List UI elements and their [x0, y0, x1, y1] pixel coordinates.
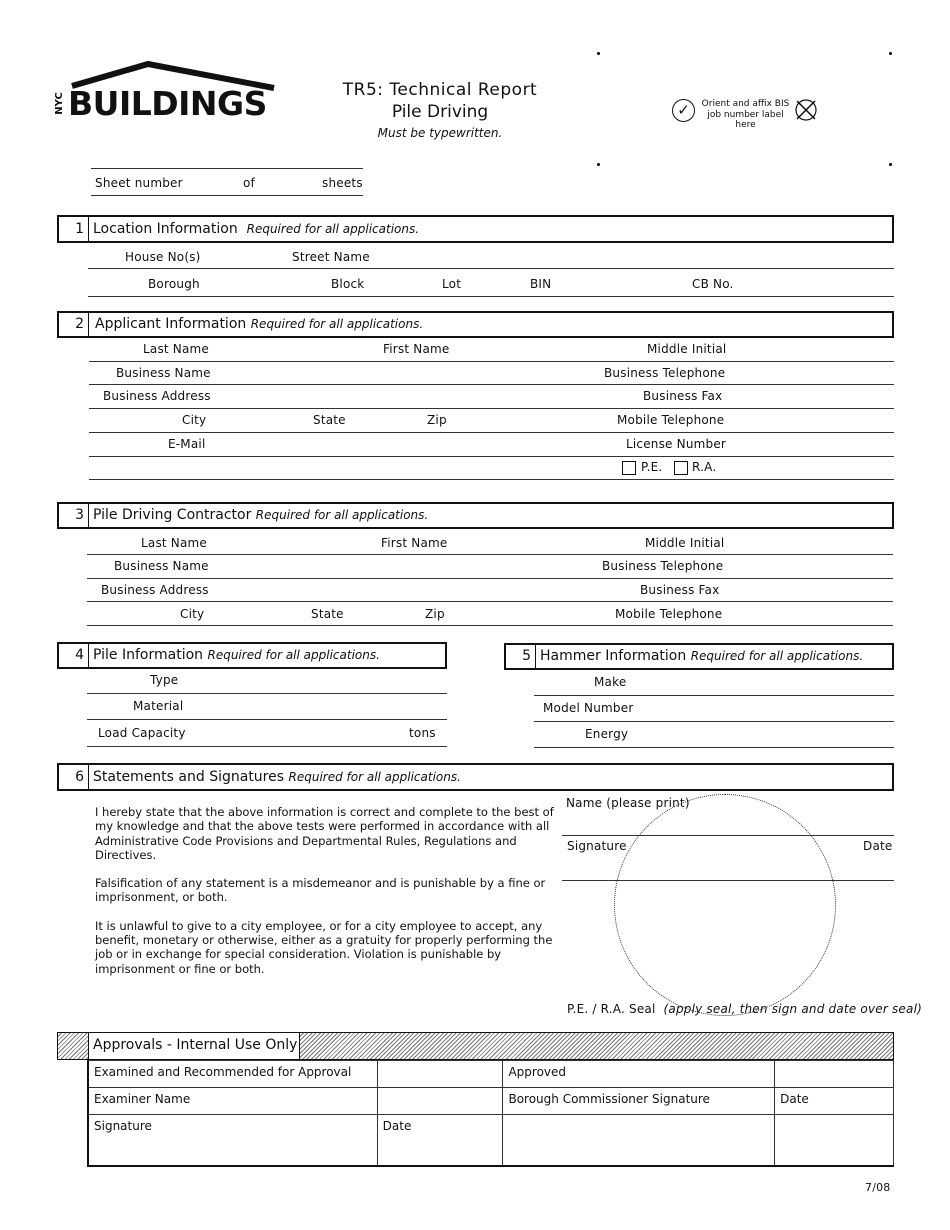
pile-material-field[interactable]: [87, 719, 447, 720]
pile-material-label: Material: [133, 699, 184, 713]
contractor-last-name-label: Last Name: [141, 536, 208, 550]
ra-label: R.A.: [692, 460, 717, 474]
section-6-number: 6: [59, 765, 89, 789]
sheet-number-label: Sheet number: [95, 176, 183, 190]
approved-cell[interactable]: [503, 1061, 775, 1088]
section-6-required: Required for all applications.: [288, 770, 461, 784]
ra-checkbox[interactable]: [674, 460, 688, 475]
section-4-header: [57, 642, 447, 669]
applicant-state-label: State: [313, 413, 346, 427]
borough-commissioner-signature-label: Borough Commissioner Signature: [508, 1092, 710, 1106]
cb-number-label: CB No.: [692, 277, 734, 291]
section-6-header: [57, 763, 894, 791]
logo-buildings-text: BUILDINGS: [68, 84, 267, 123]
approvals-left-thick-border: [87, 1060, 89, 1167]
section-5-title: Hammer Information Required for all applications.: [540, 648, 864, 664]
lot-label: Lot: [442, 277, 462, 291]
borough-label: Borough: [148, 277, 200, 291]
applicant-row-1-field[interactable]: [89, 361, 894, 362]
contractor-business-fax-label: Business Fax: [640, 583, 720, 597]
applicant-row-6-field[interactable]: [89, 479, 894, 480]
seal-label: P.E. / R.A. Seal (apply seal, then sign and date over seal): [567, 1002, 922, 1016]
hammer-model-number-field[interactable]: [534, 721, 894, 722]
applicant-business-fax-label: Business Fax: [643, 389, 723, 403]
pile-type-field[interactable]: [87, 693, 447, 694]
approvals-title-box: [88, 1033, 300, 1059]
examiner-date-label: Date: [382, 1119, 412, 1133]
signature-label: Signature: [567, 839, 627, 853]
contractor-city-label: City: [180, 607, 205, 621]
statements-text: [95, 805, 557, 990]
examiner-name-label: Examiner Name: [94, 1092, 191, 1106]
section-2-title: Applicant Information Required for all applications.: [95, 316, 424, 332]
location-row-2-field[interactable]: [88, 296, 894, 297]
applicant-last-name-label: Last Name: [143, 342, 210, 356]
signature-date-label: Date: [863, 839, 893, 853]
commissioner-date-label: Date: [780, 1092, 809, 1106]
applicant-row-3-field[interactable]: [89, 408, 894, 409]
section-1-required: Required for all applications.: [246, 222, 420, 236]
contractor-row-4-field[interactable]: [87, 625, 893, 626]
applicant-business-address-label: Business Address: [103, 389, 211, 403]
examiner-signature-label: Signature: [94, 1119, 152, 1133]
applicant-row-5-field[interactable]: [89, 456, 894, 457]
examiner-signature-cell[interactable]: [89, 1115, 378, 1167]
commissioner-date-cell[interactable]: [775, 1088, 894, 1115]
section-1-title: Location Information Required for all applications.: [93, 221, 420, 237]
load-capacity-tons-label: tons: [409, 726, 436, 740]
contractor-middle-initial-label: Middle Initial: [645, 536, 725, 550]
contractor-business-name-label: Business Name: [114, 559, 209, 573]
statement-falsification: Falsification of any statement is a misdemeanor and is punishable by a fine or imprisonment, or both.: [95, 876, 546, 905]
job-label-note-line2: job number label here: [707, 110, 784, 130]
section-5-required: Required for all applications.: [690, 649, 864, 663]
form-title-line1: TR5: Technical Report: [342, 80, 538, 100]
section-4-required: Required for all applications.: [207, 648, 380, 662]
section-5-number: 5: [506, 645, 536, 668]
section-3-title: Pile Driving Contractor Required for all applications.: [93, 507, 429, 523]
hammer-energy-label: Energy: [585, 727, 629, 741]
borough-commissioner-signature-cell[interactable]: [503, 1088, 775, 1115]
block-label: Block: [331, 277, 365, 291]
crossed-circle-icon: [794, 98, 818, 122]
location-row-1-field[interactable]: [88, 268, 894, 269]
section-1-number: 1: [59, 217, 89, 241]
corner-mark-top-left: [597, 52, 600, 55]
hammer-energy-field[interactable]: [534, 747, 894, 748]
section-5-header: [504, 643, 894, 670]
approvals-title: Approvals - Internal Use Only: [93, 1037, 298, 1053]
load-capacity-field[interactable]: [87, 746, 447, 747]
approved-label: Approved: [508, 1065, 567, 1079]
applicant-mobile-telephone-label: Mobile Telephone: [617, 413, 725, 427]
examiner-date-cell[interactable]: [377, 1115, 503, 1167]
section-4-number: 4: [59, 644, 89, 667]
nyc-buildings-logo: [53, 60, 281, 123]
commissioner-date-value[interactable]: [775, 1115, 894, 1167]
sheet-number-field[interactable]: [91, 195, 363, 196]
contractor-row-1-field[interactable]: [87, 554, 893, 555]
applicant-license-number-label: License Number: [626, 437, 727, 451]
approvals-table: [88, 1060, 894, 1167]
seal-area-circle[interactable]: [614, 794, 836, 1016]
print-name-label: Name (please print): [566, 796, 690, 810]
form-version: 7/08: [865, 1181, 891, 1194]
pe-label: P.E.: [641, 460, 663, 474]
section-4-title: Pile Information Required for all applications.: [93, 647, 380, 663]
hammer-make-field[interactable]: [534, 695, 894, 696]
examiner-name-value[interactable]: [377, 1088, 503, 1115]
applicant-email-label: E-Mail: [168, 437, 206, 451]
job-label-note-line1: Orient and affix BIS: [701, 99, 790, 109]
bin-label: BIN: [530, 277, 552, 291]
contractor-mobile-telephone-label: Mobile Telephone: [615, 607, 723, 621]
section-1-header: [57, 215, 894, 243]
contractor-row-3-field[interactable]: [87, 601, 893, 602]
approvals-bottom-thick-border: [87, 1165, 894, 1167]
check-circle-icon: ✓: [672, 99, 695, 122]
applicant-row-2-field[interactable]: [89, 384, 894, 385]
form-subtitle: Must be typewritten.: [377, 126, 503, 140]
form-title-line2: Pile Driving: [391, 102, 489, 122]
section-6-title: Statements and Signatures Required for all applications.: [93, 769, 461, 785]
examined-recommended-cell[interactable]: [89, 1061, 378, 1088]
sheet-of-label: of: [243, 176, 255, 190]
examiner-name-cell[interactable]: [89, 1088, 378, 1115]
pile-type-label: Type: [150, 673, 179, 687]
approved-value[interactable]: [775, 1061, 894, 1088]
section-2-header: [57, 311, 894, 338]
contractor-row-2-field[interactable]: [87, 578, 893, 579]
contractor-zip-label: Zip: [425, 607, 445, 621]
pe-checkbox[interactable]: [622, 460, 636, 475]
corner-mark-bottom-right: [889, 163, 892, 166]
hammer-make-label: Make: [594, 675, 627, 689]
section-3-header: [57, 502, 894, 529]
section-3-number: 3: [59, 504, 89, 527]
sheet-sheets-label: sheets: [322, 176, 363, 190]
contractor-first-name-label: First Name: [381, 536, 448, 550]
applicant-row-4-field[interactable]: [89, 432, 894, 433]
statement-gratuity: It is unlawful to give to a city employee, or for a city employee to accept, any benefit, monetary or otherwise, either as a gratuity for properly performing the job or in exchange for special consideration. Violation is punishable by imprisonment or fine or both.: [95, 918, 553, 976]
logo-nyc-text: NYC: [53, 92, 65, 115]
seal-instruction: (apply seal, then sign and date over seal): [663, 1002, 922, 1016]
contractor-state-label: State: [311, 607, 344, 621]
applicant-first-name-label: First Name: [383, 342, 450, 356]
examined-recommended-value[interactable]: [377, 1061, 503, 1088]
load-capacity-label: Load Capacity: [98, 726, 186, 740]
applicant-zip-label: Zip: [427, 413, 447, 427]
applicant-city-label: City: [182, 413, 207, 427]
corner-mark-top-right: [889, 52, 892, 55]
hammer-model-number-label: Model Number: [543, 701, 634, 715]
contractor-business-address-label: Business Address: [101, 583, 209, 597]
applicant-business-name-label: Business Name: [116, 366, 211, 380]
section-2-number: 2: [59, 313, 89, 336]
sheet-top-rule: [91, 168, 363, 169]
corner-mark-bottom-left: [597, 163, 600, 166]
section-2-required: Required for all applications.: [250, 317, 424, 331]
applicant-middle-initial-label: Middle Initial: [647, 342, 727, 356]
house-number-label: House No(s): [125, 250, 201, 264]
statement-accuracy: I hereby state that the above information is correct and complete to the best of my knowledge and that the above tests were performed in accordance with all Administrative Code Provisions and Departmental Rules, Regulations and Directives.: [95, 805, 554, 862]
applicant-business-telephone-label: Business Telephone: [604, 366, 726, 380]
examined-recommended-label: Examined and Recommended for Approval: [94, 1065, 352, 1079]
approvals-header: [57, 1032, 894, 1060]
street-name-label: Street Name: [292, 250, 370, 264]
commissioner-signature-value[interactable]: [503, 1115, 775, 1167]
contractor-business-telephone-label: Business Telephone: [602, 559, 724, 573]
section-3-required: Required for all applications.: [255, 508, 429, 522]
